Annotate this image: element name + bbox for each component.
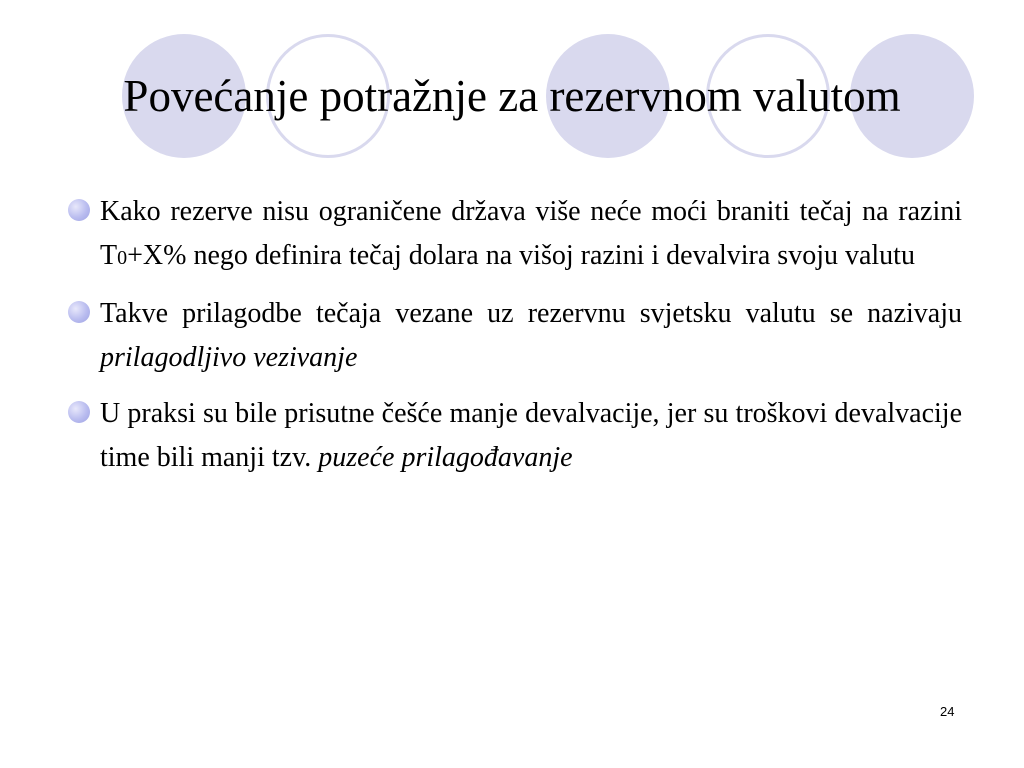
bullet-dot-icon <box>68 199 90 221</box>
bullet-list <box>62 190 962 492</box>
bullet-text: Takve prilagodbe tečaja vezane uz rezervnu svjetsku valutu se nazivaju <box>100 298 962 329</box>
bullet-item <box>62 190 962 280</box>
bullet-item <box>62 392 962 480</box>
page-number: 24 <box>940 704 955 719</box>
slide-title: Povećanje potražnje za rezervnom valutom <box>123 71 901 121</box>
bullet-text-continued: +X% nego definira tečaj dolara na višoj razini i devalvira svoju valutu <box>127 240 915 271</box>
emphasized-term: puzeće prilagođavanje <box>318 442 573 473</box>
bullet-text: U praksi su bile prisutne češće manje devalvacije, jer su troškovi devalvacije time bili manji tzv. <box>100 398 962 473</box>
emphasized-term: prilagodljivo vezivanje <box>100 342 358 373</box>
bullet-text: Kako rezerve nisu ograničene država više neće moći braniti tečaj na razini T <box>100 196 962 271</box>
bullet-item <box>62 292 962 380</box>
bullet-dot-icon <box>68 301 90 323</box>
subscript-text: 0 <box>117 247 128 269</box>
bullet-dot-icon <box>68 401 90 423</box>
